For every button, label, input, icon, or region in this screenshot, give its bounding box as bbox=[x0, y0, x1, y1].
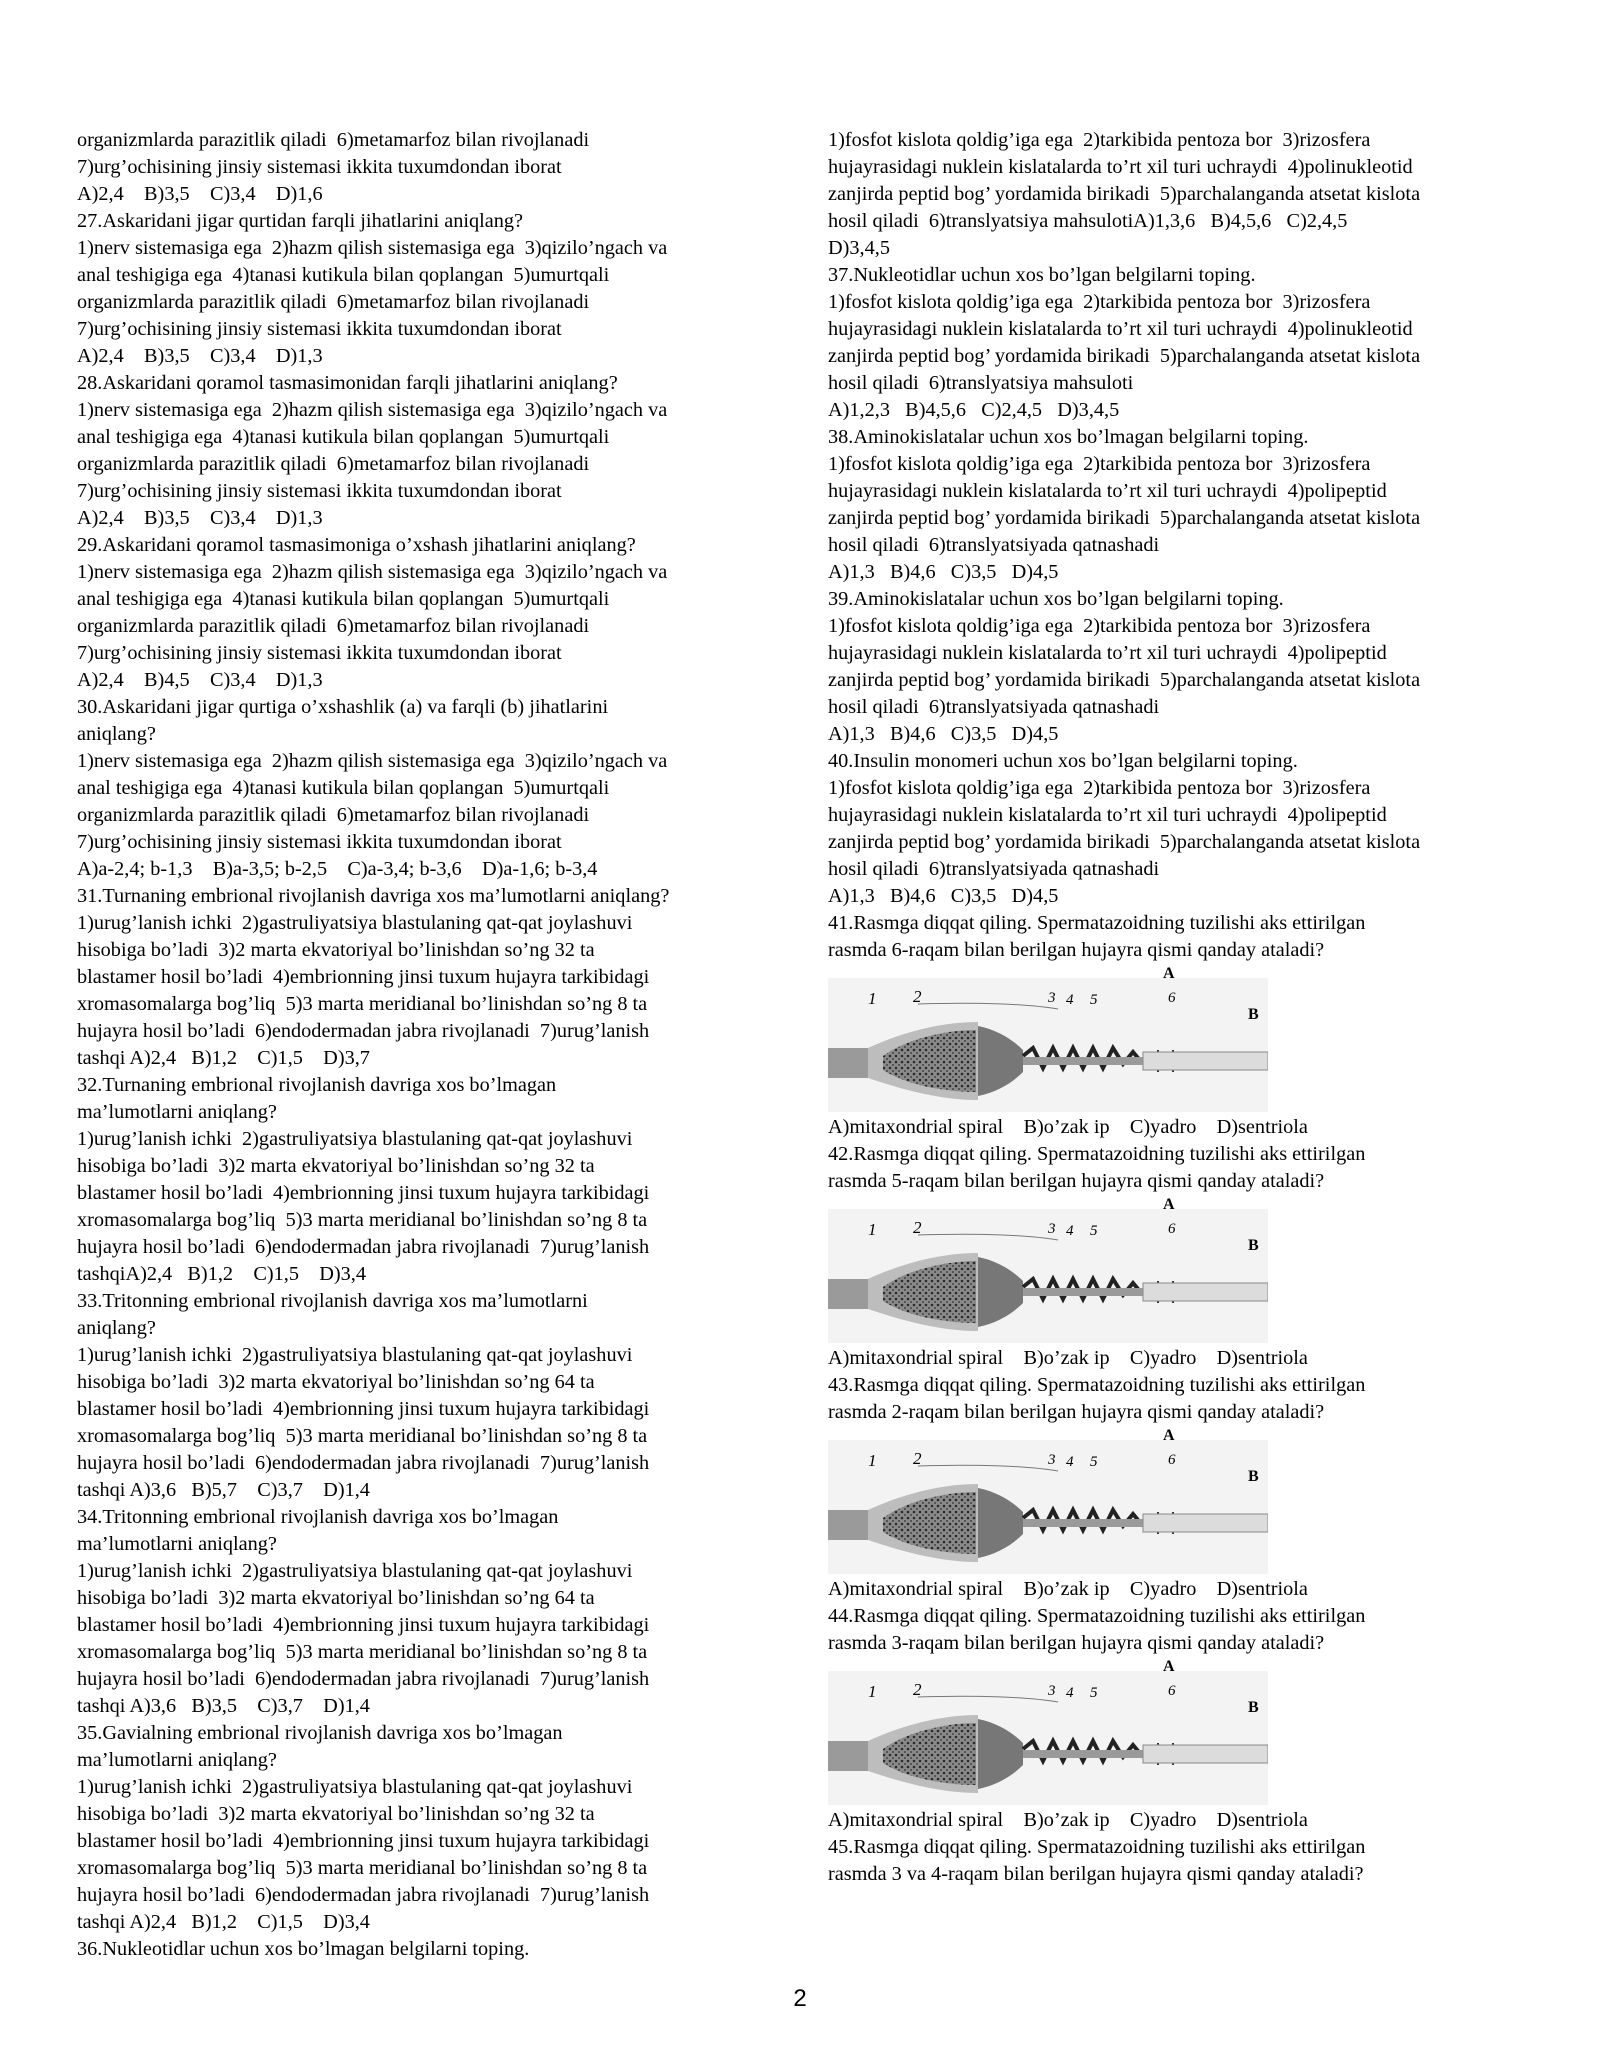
fig-label-b: B bbox=[1248, 1237, 1259, 1254]
text-line: 29.Askaridani qoramol tasmasimoniga o’xshash jihatlarini aniqlang? bbox=[77, 534, 636, 556]
fig-label-6: 6 bbox=[1168, 1683, 1176, 1699]
figure-question bbox=[828, 910, 1528, 1141]
text-line: A)a-2,4; b-1,3 B)a-3,5; b-2,5 C)a-3,4; b-3,6 D)a-1,6; b-3,4 bbox=[77, 858, 598, 880]
text-line: D)3,4,5 bbox=[828, 237, 890, 259]
text-line: organizmlarda parazitlik qiladi 6)metamarfoz bilan rivojlanadi bbox=[77, 804, 590, 826]
text-line: hosil qiladi 6)translyatsiyada qatnashadi bbox=[828, 534, 1160, 556]
answer-options: A)mitaxondrial spiral B)o’zak ip C)yadro D)sentriola bbox=[828, 1809, 1308, 1831]
text-line: hosil qiladi 6)translyatsiya mahsuloti bbox=[828, 372, 1134, 394]
text-line: tashqi A)2,4 B)1,2 C)1,5 D)3,7 bbox=[77, 1047, 370, 1069]
text-line: anal teshigiga ega 4)tanasi kutikula bilan qoplangan 5)umurtqali bbox=[77, 777, 610, 799]
text-line: 31.Turnaning embrional rivojlanish davriga xos ma’lumotlarni aniqlang? bbox=[77, 885, 670, 907]
text-line: hisobiga bo’ladi 3)2 marta ekvatoriyal bo’linishdan so’ng 32 ta bbox=[77, 1155, 595, 1177]
fig-label-1: 1 bbox=[868, 1220, 877, 1239]
fig-label-b: B bbox=[1248, 1468, 1259, 1485]
text-line: aniqlang? bbox=[77, 723, 156, 745]
text-line: aniqlang? bbox=[77, 1317, 156, 1339]
text-line: blastamer hosil bo’ladi 4)embrionning jinsi tuxum hujayra tarkibidagi bbox=[77, 1614, 650, 1636]
answer-options: A)mitaxondrial spiral B)o’zak ip C)yadro D)sentriola bbox=[828, 1578, 1308, 1600]
page-number: 2 bbox=[793, 1985, 807, 2012]
text-line: hujayra hosil bo’ladi 6)endodermadan jabra rivojlanadi 7)urug’lanish bbox=[77, 1668, 650, 1690]
text-line: hujayrasidagi nuklein kislatalarda to’rt xil turi uchraydi 4)polinukleotid bbox=[828, 156, 1413, 178]
text-line: 35.Gavialning embrional rivojlanish davriga xos bo’lmagan bbox=[77, 1722, 563, 1744]
fig-label-3: 3 bbox=[1048, 1452, 1056, 1468]
text-line: zanjirda peptid bog’ yordamida birikadi 5)parchalanganda atsetat kislota bbox=[828, 831, 1421, 853]
text-line: A)2,4 B)3,5 C)3,4 D)1,6 bbox=[77, 183, 323, 205]
text-line: organizmlarda parazitlik qiladi 6)metamarfoz bilan rivojlanadi bbox=[77, 615, 590, 637]
question-line: rasmda 5-raqam bilan berilgan hujayra qismi qanday ataladi? bbox=[828, 1170, 1325, 1192]
figure-question bbox=[828, 1141, 1528, 1372]
figure-questions bbox=[828, 910, 1528, 1834]
text-line: A)2,4 B)3,5 C)3,4 D)1,3 bbox=[77, 507, 323, 529]
text-line: 7)urg’ochisining jinsiy sistemasi ikkita tuxumdondan iborat bbox=[77, 831, 562, 853]
question-line: rasmda 3-raqam bilan berilgan hujayra qismi qanday ataladi? bbox=[828, 1632, 1325, 1654]
text-line: hosil qiladi 6)translyatsiya mahsulotiA)1,3,6 B)4,5,6 C)2,4,5 bbox=[828, 210, 1348, 232]
text-line: blastamer hosil bo’ladi 4)embrionning jinsi tuxum hujayra tarkibidagi bbox=[77, 966, 650, 988]
text-line: blastamer hosil bo’ladi 4)embrionning jinsi tuxum hujayra tarkibidagi bbox=[77, 1182, 650, 1204]
text-line: hosil qiladi 6)translyatsiyada qatnashadi bbox=[828, 858, 1160, 880]
answer-options: A)mitaxondrial spiral B)o’zak ip C)yadro D)sentriola bbox=[828, 1347, 1308, 1369]
fig-label-3: 3 bbox=[1048, 1683, 1056, 1699]
text-line: hosil qiladi 6)translyatsiyada qatnashadi bbox=[828, 696, 1160, 718]
text-line: 36.Nukleotidlar uchun xos bo’lmagan belgilarni toping. bbox=[77, 1938, 530, 1960]
text-line: A)1,3 B)4,6 C)3,5 D)4,5 bbox=[828, 561, 1059, 583]
fig-label-5: 5 bbox=[1090, 1454, 1098, 1470]
question-line: 42.Rasmga diqqat qiling. Spermatazoidning tuzilishi aks ettirilgan bbox=[828, 1143, 1366, 1165]
text-line: 1)fosfot kislota qoldig’iga ega 2)tarkibida pentoza bor 3)rizosfera bbox=[828, 615, 1371, 637]
fig-label-2: 2 bbox=[913, 987, 922, 1006]
figure-question bbox=[828, 1603, 1528, 1834]
sperm-diagram-illustration bbox=[828, 1657, 1268, 1805]
text-line: anal teshigiga ega 4)tanasi kutikula bilan qoplangan 5)umurtqali bbox=[77, 426, 610, 448]
text-line: 1)urug’lanish ichki 2)gastruliyatsiya blastulaning qat-qat joylashuvi bbox=[77, 912, 633, 934]
fig-label-3: 3 bbox=[1048, 1221, 1056, 1237]
text-line: hujayrasidagi nuklein kislatalarda to’rt xil turi uchraydi 4)polipeptid bbox=[828, 642, 1387, 664]
text-line: 1)fosfot kislota qoldig’iga ega 2)tarkibida pentoza bor 3)rizosfera bbox=[828, 453, 1371, 475]
text-line: hujayra hosil bo’ladi 6)endodermadan jabra rivojlanadi 7)urug’lanish bbox=[77, 1884, 650, 1906]
question-line: rasmda 6-raqam bilan berilgan hujayra qismi qanday ataladi? bbox=[828, 939, 1325, 961]
question-line: 44.Rasmga diqqat qiling. Spermatazoidning tuzilishi aks ettirilgan bbox=[828, 1605, 1366, 1627]
text-line: 1)fosfot kislota qoldig’iga ega 2)tarkibida pentoza bor 3)rizosfera bbox=[828, 291, 1371, 313]
text-line: A)1,2,3 B)4,5,6 C)2,4,5 D)3,4,5 bbox=[828, 399, 1120, 421]
right-column bbox=[828, 127, 1528, 1888]
fig-label-a: A bbox=[1163, 1658, 1175, 1675]
fig-label-a: A bbox=[1163, 1196, 1175, 1213]
text-line: blastamer hosil bo’ladi 4)embrionning jinsi tuxum hujayra tarkibidagi bbox=[77, 1830, 650, 1852]
text-line: A)1,3 B)4,6 C)3,5 D)4,5 bbox=[828, 885, 1059, 907]
text-line: anal teshigiga ega 4)tanasi kutikula bilan qoplangan 5)umurtqali bbox=[77, 588, 610, 610]
text-line: xromasomalarga bog’liq 5)3 marta meridianal bo’linishdan so’ng 8 ta bbox=[77, 993, 648, 1015]
text-line: xromasomalarga bog’liq 5)3 marta meridianal bo’linishdan so’ng 8 ta bbox=[77, 1209, 648, 1231]
fig-label-5: 5 bbox=[1090, 1685, 1098, 1701]
fig-label-2: 2 bbox=[913, 1680, 922, 1699]
text-line: 28.Askaridani qoramol tasmasimonidan farqli jihatlarini aniqlang? bbox=[77, 372, 618, 394]
text-line: ma’lumotlarni aniqlang? bbox=[77, 1533, 277, 1555]
text-line: 1)nerv sistemasiga ega 2)hazm qilish sistemasiga ega 3)qizilo’ngach va bbox=[77, 237, 668, 259]
text-line: 39.Aminokislatalar uchun xos bo’lgan belgilarni toping. bbox=[828, 588, 1284, 610]
text-line: hisobiga bo’ladi 3)2 marta ekvatoriyal bo’linishdan so’ng 32 ta bbox=[77, 939, 595, 961]
sperm-figure bbox=[828, 1426, 1268, 1574]
text-line: anal teshigiga ega 4)tanasi kutikula bilan qoplangan 5)umurtqali bbox=[77, 264, 610, 286]
fig-label-1: 1 bbox=[868, 1682, 877, 1701]
text-line: tashqiA)2,4 B)1,2 C)1,5 D)3,4 bbox=[77, 1263, 366, 1285]
question-45 bbox=[828, 1834, 1528, 1888]
text-line: A)1,3 B)4,6 C)3,5 D)4,5 bbox=[828, 723, 1059, 745]
text-line: 34.Tritonning embrional rivojlanish davriga xos bo’lmagan bbox=[77, 1506, 559, 1528]
figure-question bbox=[828, 1372, 1528, 1603]
text-line: 40.Insulin monomeri uchun xos bo’lgan belgilarni toping. bbox=[828, 750, 1298, 772]
text-line: zanjirda peptid bog’ yordamida birikadi 5)parchalanganda atsetat kislota bbox=[828, 183, 1421, 205]
text-line: xromasomalarga bog’liq 5)3 marta meridianal bo’linishdan so’ng 8 ta bbox=[77, 1425, 648, 1447]
fig-label-2: 2 bbox=[913, 1449, 922, 1468]
sperm-figure bbox=[828, 1657, 1268, 1805]
text-line: 7)urg’ochisining jinsiy sistemasi ikkita tuxumdondan iborat bbox=[77, 642, 562, 664]
text-line: xromasomalarga bog’liq 5)3 marta meridianal bo’linishdan so’ng 8 ta bbox=[77, 1857, 648, 1879]
question-line: 43.Rasmga diqqat qiling. Spermatazoidning tuzilishi aks ettirilgan bbox=[828, 1374, 1366, 1396]
text-line: zanjirda peptid bog’ yordamida birikadi 5)parchalanganda atsetat kislota bbox=[828, 669, 1421, 691]
text-line: 27.Askaridani jigar qurtidan farqli jihatlarini aniqlang? bbox=[77, 210, 524, 232]
sperm-diagram-illustration bbox=[828, 1426, 1268, 1574]
text-line: hujayra hosil bo’ladi 6)endodermadan jabra rivojlanadi 7)urug’lanish bbox=[77, 1452, 650, 1474]
text-line: tashqi A)3,6 B)3,5 C)3,7 D)1,4 bbox=[77, 1695, 370, 1717]
fig-label-4: 4 bbox=[1066, 1685, 1074, 1701]
text-line: 37.Nukleotidlar uchun xos bo’lgan belgilarni toping. bbox=[828, 264, 1256, 286]
text-line: xromasomalarga bog’liq 5)3 marta meridianal bo’linishdan so’ng 8 ta bbox=[77, 1641, 648, 1663]
text-line: 1)urug’lanish ichki 2)gastruliyatsiya blastulaning qat-qat joylashuvi bbox=[77, 1776, 633, 1798]
fig-label-a: A bbox=[1163, 1427, 1175, 1444]
text-line: hujayrasidagi nuklein kislatalarda to’rt xil turi uchraydi 4)polipeptid bbox=[828, 804, 1387, 826]
text-line: tashqi A)2,4 B)1,2 C)1,5 D)3,4 bbox=[77, 1911, 370, 1933]
text-line: tashqi A)3,6 B)5,7 C)3,7 D)1,4 bbox=[77, 1479, 370, 1501]
fig-label-4: 4 bbox=[1066, 1454, 1074, 1470]
left-column bbox=[77, 127, 767, 1963]
fig-label-5: 5 bbox=[1090, 992, 1098, 1008]
sperm-diagram-illustration bbox=[828, 964, 1268, 1112]
fig-label-b: B bbox=[1248, 1006, 1259, 1023]
text-line: 1)nerv sistemasiga ega 2)hazm qilish sistemasiga ega 3)qizilo’ngach va bbox=[77, 750, 668, 772]
text-line: hujayra hosil bo’ladi 6)endodermadan jabra rivojlanadi 7)urug’lanish bbox=[77, 1236, 650, 1258]
fig-label-2: 2 bbox=[913, 1218, 922, 1237]
text-line: 7)urg’ochisining jinsiy sistemasi ikkita tuxumdondan iborat bbox=[77, 318, 562, 340]
text-line: 1)fosfot kislota qoldig’iga ega 2)tarkibida pentoza bor 3)rizosfera bbox=[828, 777, 1371, 799]
text-line: hujayrasidagi nuklein kislatalarda to’rt xil turi uchraydi 4)polipeptid bbox=[828, 480, 1387, 502]
text-line: zanjirda peptid bog’ yordamida birikadi 5)parchalanganda atsetat kislota bbox=[828, 345, 1421, 367]
fig-label-6: 6 bbox=[1168, 1221, 1176, 1237]
sperm-diagram-illustration bbox=[828, 1195, 1268, 1343]
text-line: hisobiga bo’ladi 3)2 marta ekvatoriyal bo’linishdan so’ng 64 ta bbox=[77, 1371, 595, 1393]
question-line: 41.Rasmga diqqat qiling. Spermatazoidning tuzilishi aks ettirilgan bbox=[828, 912, 1366, 934]
text-line: blastamer hosil bo’ladi 4)embrionning jinsi tuxum hujayra tarkibidagi bbox=[77, 1398, 650, 1420]
text-line: 1)urug’lanish ichki 2)gastruliyatsiya blastulaning qat-qat joylashuvi bbox=[77, 1128, 633, 1150]
text-line: 1)nerv sistemasiga ega 2)hazm qilish sistemasiga ega 3)qizilo’ngach va bbox=[77, 399, 668, 421]
fig-label-4: 4 bbox=[1066, 992, 1074, 1008]
text-line: hujayrasidagi nuklein kislatalarda to’rt xil turi uchraydi 4)polinukleotid bbox=[828, 318, 1413, 340]
question-line: rasmda 3 va 4-raqam bilan berilgan hujayra qismi qanday ataladi? bbox=[828, 1863, 1364, 1885]
fig-label-1: 1 bbox=[868, 989, 877, 1008]
text-line: 7)urg’ochisining jinsiy sistemasi ikkita tuxumdondan iborat bbox=[77, 156, 562, 178]
fig-label-6: 6 bbox=[1168, 1452, 1176, 1468]
text-line: organizmlarda parazitlik qiladi 6)metamarfoz bilan rivojlanadi bbox=[77, 129, 590, 151]
text-line: hisobiga bo’ladi 3)2 marta ekvatoriyal bo’linishdan so’ng 32 ta bbox=[77, 1803, 595, 1825]
question-line: 45.Rasmga diqqat qiling. Spermatazoidning tuzilishi aks ettirilgan bbox=[828, 1836, 1366, 1858]
right-top-text bbox=[828, 127, 1528, 910]
fig-label-1: 1 bbox=[868, 1451, 877, 1470]
text-line: ma’lumotlarni aniqlang? bbox=[77, 1749, 277, 1771]
text-line: hisobiga bo’ladi 3)2 marta ekvatoriyal bo’linishdan so’ng 64 ta bbox=[77, 1587, 595, 1609]
fig-label-6: 6 bbox=[1168, 990, 1176, 1006]
fig-label-a: A bbox=[1163, 965, 1175, 982]
text-line: hujayra hosil bo’ladi 6)endodermadan jabra rivojlanadi 7)urug’lanish bbox=[77, 1020, 650, 1042]
fig-label-b: B bbox=[1248, 1699, 1259, 1716]
text-line: A)2,4 B)3,5 C)3,4 D)1,3 bbox=[77, 345, 323, 367]
text-line: ma’lumotlarni aniqlang? bbox=[77, 1101, 277, 1123]
sperm-figure bbox=[828, 1195, 1268, 1343]
sperm-figure bbox=[828, 964, 1268, 1112]
fig-label-4: 4 bbox=[1066, 1223, 1074, 1239]
text-line: 1)nerv sistemasiga ega 2)hazm qilish sistemasiga ega 3)qizilo’ngach va bbox=[77, 561, 668, 583]
text-line: 1)urug’lanish ichki 2)gastruliyatsiya blastulaning qat-qat joylashuvi bbox=[77, 1560, 633, 1582]
text-line: A)2,4 B)4,5 C)3,4 D)1,3 bbox=[77, 669, 323, 691]
text-line: 7)urg’ochisining jinsiy sistemasi ikkita tuxumdondan iborat bbox=[77, 480, 562, 502]
text-line: zanjirda peptid bog’ yordamida birikadi 5)parchalanganda atsetat kislota bbox=[828, 507, 1421, 529]
text-line: 30.Askaridani jigar qurtiga o’xshashlik (a) va farqli (b) jihatlarini bbox=[77, 696, 609, 718]
text-line: 33.Tritonning embrional rivojlanish davriga xos ma’lumotlarni bbox=[77, 1290, 588, 1312]
fig-label-5: 5 bbox=[1090, 1223, 1098, 1239]
answer-options: A)mitaxondrial spiral B)o’zak ip C)yadro D)sentriola bbox=[828, 1116, 1308, 1138]
text-line: 32.Turnaning embrional rivojlanish davriga xos bo’lmagan bbox=[77, 1074, 557, 1096]
question-line: rasmda 2-raqam bilan berilgan hujayra qismi qanday ataladi? bbox=[828, 1401, 1325, 1423]
text-line: organizmlarda parazitlik qiladi 6)metamarfoz bilan rivojlanadi bbox=[77, 453, 590, 475]
text-line: 1)urug’lanish ichki 2)gastruliyatsiya blastulaning qat-qat joylashuvi bbox=[77, 1344, 633, 1366]
text-line: 1)fosfot kislota qoldig’iga ega 2)tarkibida pentoza bor 3)rizosfera bbox=[828, 129, 1371, 151]
fig-label-3: 3 bbox=[1048, 990, 1056, 1006]
text-line: 38.Aminokislatalar uchun xos bo’lmagan belgilarni toping. bbox=[828, 426, 1309, 448]
text-line: organizmlarda parazitlik qiladi 6)metamarfoz bilan rivojlanadi bbox=[77, 291, 590, 313]
